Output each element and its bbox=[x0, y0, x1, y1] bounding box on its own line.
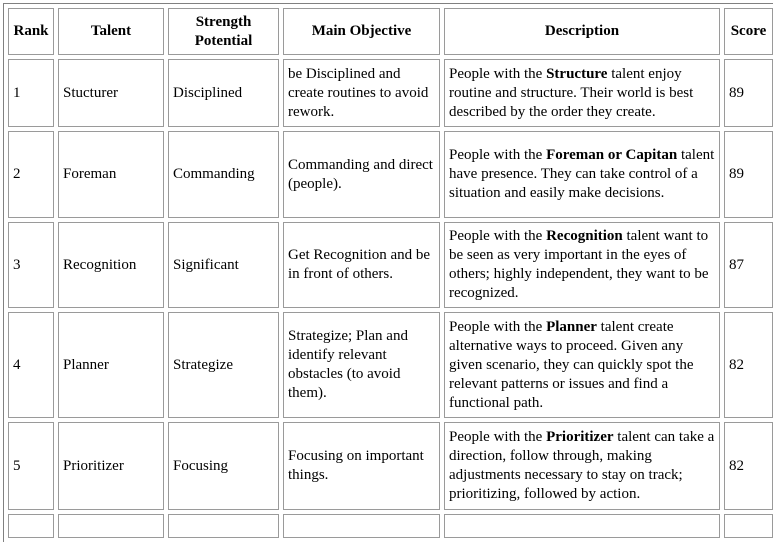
cell-description bbox=[444, 131, 720, 218]
description-text: People with the bbox=[449, 147, 547, 163]
cell-strength: Significant bbox=[168, 222, 279, 308]
header-main-objective: Main Objective bbox=[283, 8, 440, 55]
table-row-partial bbox=[8, 514, 773, 538]
header-rank: Rank bbox=[8, 8, 54, 55]
cell-strength: Focusing bbox=[168, 422, 279, 510]
table-row bbox=[8, 422, 773, 510]
description-talent-name: Prioritizer bbox=[546, 429, 614, 445]
cell-talent: Prioritizer bbox=[58, 422, 164, 510]
cell-score: 82 bbox=[724, 422, 773, 510]
cell-strength: Strategize bbox=[168, 312, 279, 418]
cell-talent: Stucturer bbox=[58, 59, 164, 127]
description-talent-name: Recognition bbox=[546, 228, 623, 244]
table-header-row bbox=[8, 8, 773, 55]
cell-objective: be Disciplined and create routines to avoid rework. bbox=[283, 59, 440, 127]
table-row bbox=[8, 312, 773, 418]
table-row bbox=[8, 131, 773, 218]
cell-objective: Focusing on important things. bbox=[283, 422, 440, 510]
cell-empty bbox=[283, 514, 440, 538]
cell-talent: Recognition bbox=[58, 222, 164, 308]
description-text: People with the bbox=[449, 318, 547, 335]
cell-score: 89 bbox=[724, 131, 773, 218]
cell-empty bbox=[8, 514, 54, 538]
cell-objective: Get Recognition and be in front of others. bbox=[283, 222, 440, 308]
talents-table bbox=[3, 3, 773, 542]
header-talent: Talent bbox=[58, 8, 164, 55]
header-strength-line2: Potential bbox=[194, 32, 253, 49]
description-text: People with the bbox=[449, 429, 547, 445]
cell-description bbox=[444, 59, 720, 127]
description-text: People with the bbox=[449, 65, 547, 82]
description-talent-name: Foreman or Capitan bbox=[546, 147, 678, 163]
cell-strength: Commanding bbox=[168, 131, 279, 218]
description-text: talent can take a direction, follow through, making adjustments necessary to stay on track; prioritizing, followed by action. bbox=[449, 429, 715, 502]
cell-description bbox=[444, 312, 720, 418]
cell-strength: Disciplined bbox=[168, 59, 279, 127]
cell-empty bbox=[444, 514, 720, 538]
cell-objective: Commanding and direct (people). bbox=[283, 131, 440, 218]
cell-objective: Strategize; Plan and identify relevant obstacles (to avoid them). bbox=[283, 312, 440, 418]
cell-rank: 1 bbox=[8, 59, 54, 127]
header-description: Description bbox=[444, 8, 720, 55]
header-strength-potential bbox=[168, 8, 279, 55]
cell-description bbox=[444, 422, 720, 510]
description-text: talent want to be seen as very important in the eyes of others; highly independent, they want to be recognized. bbox=[449, 228, 709, 301]
description-talent-name: Planner bbox=[546, 318, 597, 335]
description-text: talent enjoy routine and structure. Their world is best described by the order they create. bbox=[449, 65, 694, 120]
description-text: People with the bbox=[449, 228, 547, 244]
cell-empty bbox=[168, 514, 279, 538]
description-talent-name: Structure bbox=[546, 65, 608, 82]
cell-score: 89 bbox=[724, 59, 773, 127]
cell-talent: Foreman bbox=[58, 131, 164, 218]
table-row bbox=[8, 59, 773, 127]
cell-rank: 4 bbox=[8, 312, 54, 418]
cell-rank: 2 bbox=[8, 131, 54, 218]
header-score: Score bbox=[724, 8, 773, 55]
cell-rank: 3 bbox=[8, 222, 54, 308]
cell-rank: 5 bbox=[8, 422, 54, 510]
cell-talent: Planner bbox=[58, 312, 164, 418]
cell-empty bbox=[58, 514, 164, 538]
description-text: talent have presence. They can take control of a situation and easily make decisions. bbox=[449, 147, 715, 201]
description-text: talent create alternative ways to proceed. Given any given scenario, they can quickly spot the relevant patterns or issues and find a functional path. bbox=[449, 318, 694, 411]
cell-score: 87 bbox=[724, 222, 773, 308]
cell-description bbox=[444, 222, 720, 308]
cell-empty bbox=[724, 514, 773, 538]
cell-score: 82 bbox=[724, 312, 773, 418]
header-strength-line1: Strength bbox=[195, 13, 252, 30]
table-row bbox=[8, 222, 773, 308]
